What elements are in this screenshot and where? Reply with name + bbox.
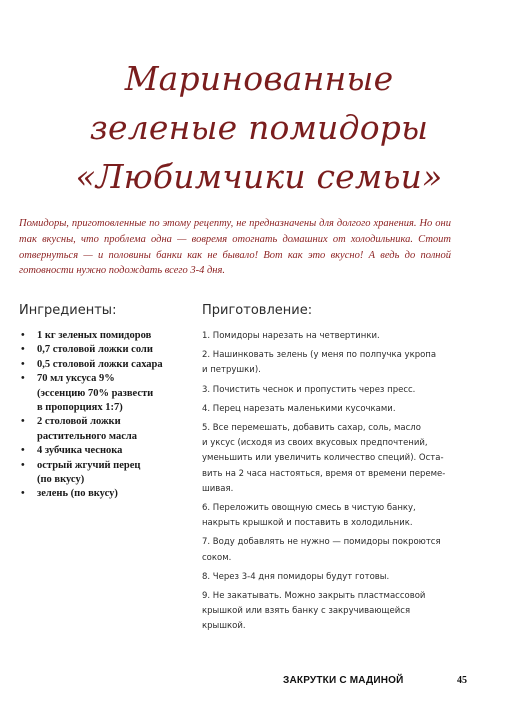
page-number: 45 <box>457 675 467 686</box>
bullet-icon: • <box>21 330 25 341</box>
ingredient-item <box>19 415 195 444</box>
bullet-icon: • <box>21 344 25 356</box>
step-item: 9. Не закатывать. Можно закрыть пластмассовой крышкой или взять банку с закручивающейся крышкой. <box>202 591 426 632</box>
step-item: 6. Переложить овощную смесь в чистую банку, накрыть крышкой и поставить в холодильник. <box>202 503 416 529</box>
ingredient-item <box>19 372 195 415</box>
ingredient-item <box>19 343 195 357</box>
ingredients-heading: Ингредиенты: <box>19 303 117 318</box>
ingredient-item <box>19 444 195 458</box>
bullet-icon: • <box>21 416 25 428</box>
ingredient-text: 70 мл уксуса 9% (эссенцию 70% развести в пропорциях 1:7) <box>37 373 154 414</box>
title-line: Маринованные <box>124 59 394 98</box>
bullet-icon: • <box>21 445 25 457</box>
step-item: 4. Перец нарезать маленькими кусочками. <box>202 403 396 414</box>
step-item: 1. Помидоры нарезать на четвертинки. <box>202 331 380 341</box>
ingredients-list <box>19 329 195 502</box>
ingredient-text: 0,5 столовой ложки сахара <box>37 358 163 370</box>
step-item: 8. Через 3-4 дня помидоры будут готовы. <box>202 571 390 582</box>
bullet-icon: • <box>21 488 25 500</box>
step-item: 3. Почистить чеснок и пропустить через пресс. <box>202 384 416 395</box>
bullet-icon: • <box>21 358 25 370</box>
preparation-section <box>202 303 457 639</box>
ingredient-text: 0,7 столовой ложки соли <box>37 344 153 356</box>
step-item: 2. Нашинковать зелень (у меня по полпучка укропа и петрушки). <box>202 350 437 376</box>
title-line: «Любимчики семьи» <box>75 157 443 196</box>
step-item: 7. Воду добавлять не нужно — помидоры покроются соком. <box>202 537 441 563</box>
ingredients-section <box>19 303 195 502</box>
title-line: зеленые помидоры <box>89 108 429 147</box>
ingredient-text: зелень (по вкусу) <box>37 488 118 500</box>
ingredient-text: 4 зубчика чеснока <box>37 445 123 457</box>
footer-brand: ЗАКРУТКИ С МАДИНОЙ <box>283 675 404 686</box>
recipe-title <box>40 54 478 201</box>
ingredient-item <box>19 329 195 343</box>
preparation-steps <box>202 329 457 635</box>
ingredient-item <box>19 459 195 488</box>
ingredient-text: 2 столовой ложки растительного масла <box>37 416 138 442</box>
ingredient-text: 1 кг зеленых помидоров <box>37 330 152 341</box>
ingredient-item <box>19 358 195 372</box>
bullet-icon: • <box>21 459 25 471</box>
bullet-icon: • <box>21 373 25 385</box>
ingredient-text: острый жгучий перец (по вкусу) <box>37 459 141 486</box>
ingredient-item <box>19 487 195 501</box>
intro-paragraph: Помидоры, приготовленные по этому рецепту, не предназначены для долгого хранения. Но они так вкусны, что проблема одна — вовремя отогнать домашних от холодильника. Стоит отвернуться — и половины банки как не бывало! Вот как это вкусно! А ведь до полной готовности нужно подождать всего 3-4 дня. <box>19 218 451 277</box>
preparation-heading: Приготовление: <box>202 303 313 318</box>
step-item: 5. Все перемешать, добавить сахар, соль, масло и уксус (исходя из своих вкусовых предпочтений, уменьшить или увеличить количество специй). Оста- вить на 2 часа настояться, время от времени переме- шивая. <box>202 423 446 494</box>
